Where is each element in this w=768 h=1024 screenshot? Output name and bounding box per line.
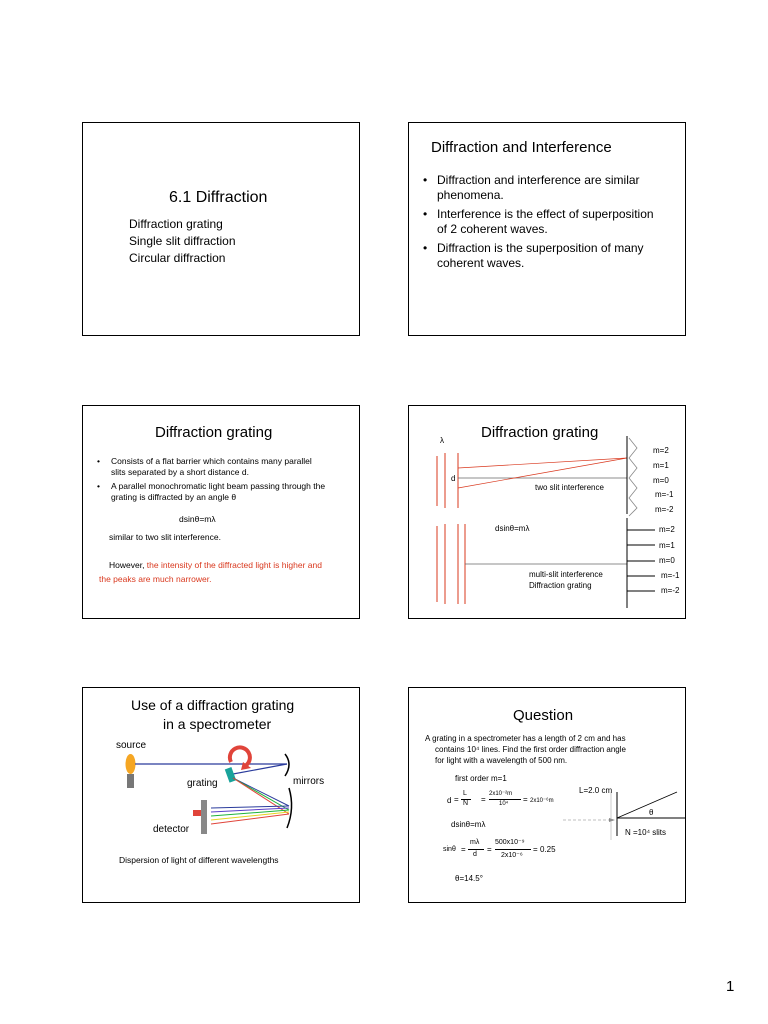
- slide-diffraction-grating-text: [82, 405, 360, 619]
- bullet-list: [97, 456, 325, 503]
- page-number: 1: [726, 978, 735, 995]
- equals-sign: =: [454, 795, 459, 804]
- slide-spectrometer: [82, 687, 360, 903]
- slits-label: N =10⁴ slits: [625, 828, 667, 837]
- slide-heading: Diffraction grating: [155, 424, 273, 441]
- equals-sign: =: [487, 845, 492, 854]
- answer-value: θ=14.5°: [455, 874, 483, 883]
- topic-item: Circular diffraction: [129, 251, 226, 265]
- fraction-denominator: 2x10⁻⁶: [501, 852, 523, 859]
- fraction-denominator: 10⁴: [499, 801, 509, 807]
- order-label: m=1: [653, 461, 669, 470]
- slide-heading: Use of a diffraction grating: [131, 697, 295, 713]
- bullet-item: • Consists of a flat barrier which contains many parallel slits separated by a short distance d.: [97, 456, 325, 478]
- order-label: m=2: [653, 446, 669, 455]
- question-text: contains 10⁴ lines. Find the first order diffraction angle: [435, 745, 626, 754]
- question-text: A grating in a spectrometer has a length of 2 cm and has: [425, 734, 626, 743]
- lambda-label: λ: [440, 436, 444, 445]
- sin-symbol: sinθ: [443, 846, 456, 853]
- two-slit-label: two slit interference: [535, 483, 604, 492]
- equals-sign: =: [481, 795, 486, 804]
- fraction-numerator: L: [463, 790, 467, 797]
- equals-sign: =: [523, 795, 528, 804]
- detector-label: detector: [153, 824, 190, 835]
- order-label: m=0: [653, 476, 669, 485]
- slide-heading: Diffraction and Interference: [431, 139, 612, 156]
- topic-item: Single slit diffraction: [129, 234, 236, 248]
- order-label: m=-2: [655, 505, 674, 514]
- slide-title-heading: 6.1 Diffraction: [169, 189, 268, 206]
- fraction-numerator: 2x10⁻²m: [489, 791, 513, 797]
- theta-label: θ: [649, 808, 654, 817]
- order-label: m=1: [659, 541, 675, 550]
- grating-equation: dsinθ=mλ: [495, 524, 530, 533]
- source-label: source: [116, 740, 147, 751]
- result-value: 0.25: [540, 845, 556, 854]
- question-text: for light with a wavelength of 500 nm.: [435, 756, 568, 765]
- bullet-item: • Diffraction and interference are similar phenomena.: [423, 173, 654, 203]
- slide-title: [82, 122, 360, 336]
- bullet-item: • Interference is the effect of superposition of 2 coherent waves.: [423, 207, 654, 237]
- fraction-numerator: 500x10⁻⁹: [495, 839, 525, 846]
- slide-question: [408, 687, 686, 903]
- mirrors-label: mirrors: [293, 776, 325, 787]
- d-symbol: d: [447, 796, 452, 805]
- figure-caption: Dispersion of light of different wavelengths: [119, 855, 279, 865]
- order-label: m=0: [659, 556, 675, 565]
- order-label: m=-1: [655, 490, 674, 499]
- grating-equation: dsinθ=mλ: [179, 514, 216, 524]
- similar-note: similar to two slit interference.: [109, 532, 221, 542]
- multi-slit-label: multi-slit interference: [529, 570, 603, 579]
- slide-heading: Diffraction grating: [481, 424, 599, 441]
- bullet-item: • A parallel monochromatic light beam passing through the grating is diffracted by an angle θ: [97, 481, 325, 503]
- equals-sign: =: [533, 845, 538, 854]
- fraction-denominator: d: [473, 851, 477, 858]
- result-value: 2x10⁻⁶m: [530, 798, 554, 804]
- fraction-numerator: mλ: [470, 839, 480, 846]
- slide-diffraction-interference: [408, 122, 686, 336]
- grating-label: grating: [187, 778, 218, 789]
- slide-heading-cont: in a spectrometer: [163, 716, 272, 732]
- grating-geometry-diagram: [409, 688, 686, 903]
- order-label: m=2: [659, 525, 675, 534]
- grating-label: Diffraction grating: [529, 581, 592, 590]
- bullet-list: [423, 173, 654, 271]
- order-label: m=-1: [661, 571, 680, 580]
- grating-equation: dsinθ=mλ: [451, 820, 486, 829]
- however-note: However, the intensity of the diffracted light is higher and: [109, 560, 322, 570]
- spectrometer-diagram: [83, 688, 360, 903]
- slit-distance-label: d: [451, 474, 456, 483]
- slide-heading: Question: [513, 707, 574, 724]
- length-label: L=2.0 cm: [579, 786, 613, 795]
- bullet-item: • Diffraction is the superposition of many coherent waves.: [423, 241, 654, 271]
- topic-item: Diffraction grating: [129, 217, 223, 231]
- order-label: m=-2: [661, 586, 680, 595]
- fraction-denominator: N: [463, 800, 469, 807]
- first-order-label: first order m=1: [455, 774, 507, 783]
- however-note-cont: the peaks are much narrower.: [99, 574, 212, 584]
- equals-sign: =: [461, 845, 466, 854]
- slide-diffraction-grating-diagram: [408, 405, 686, 619]
